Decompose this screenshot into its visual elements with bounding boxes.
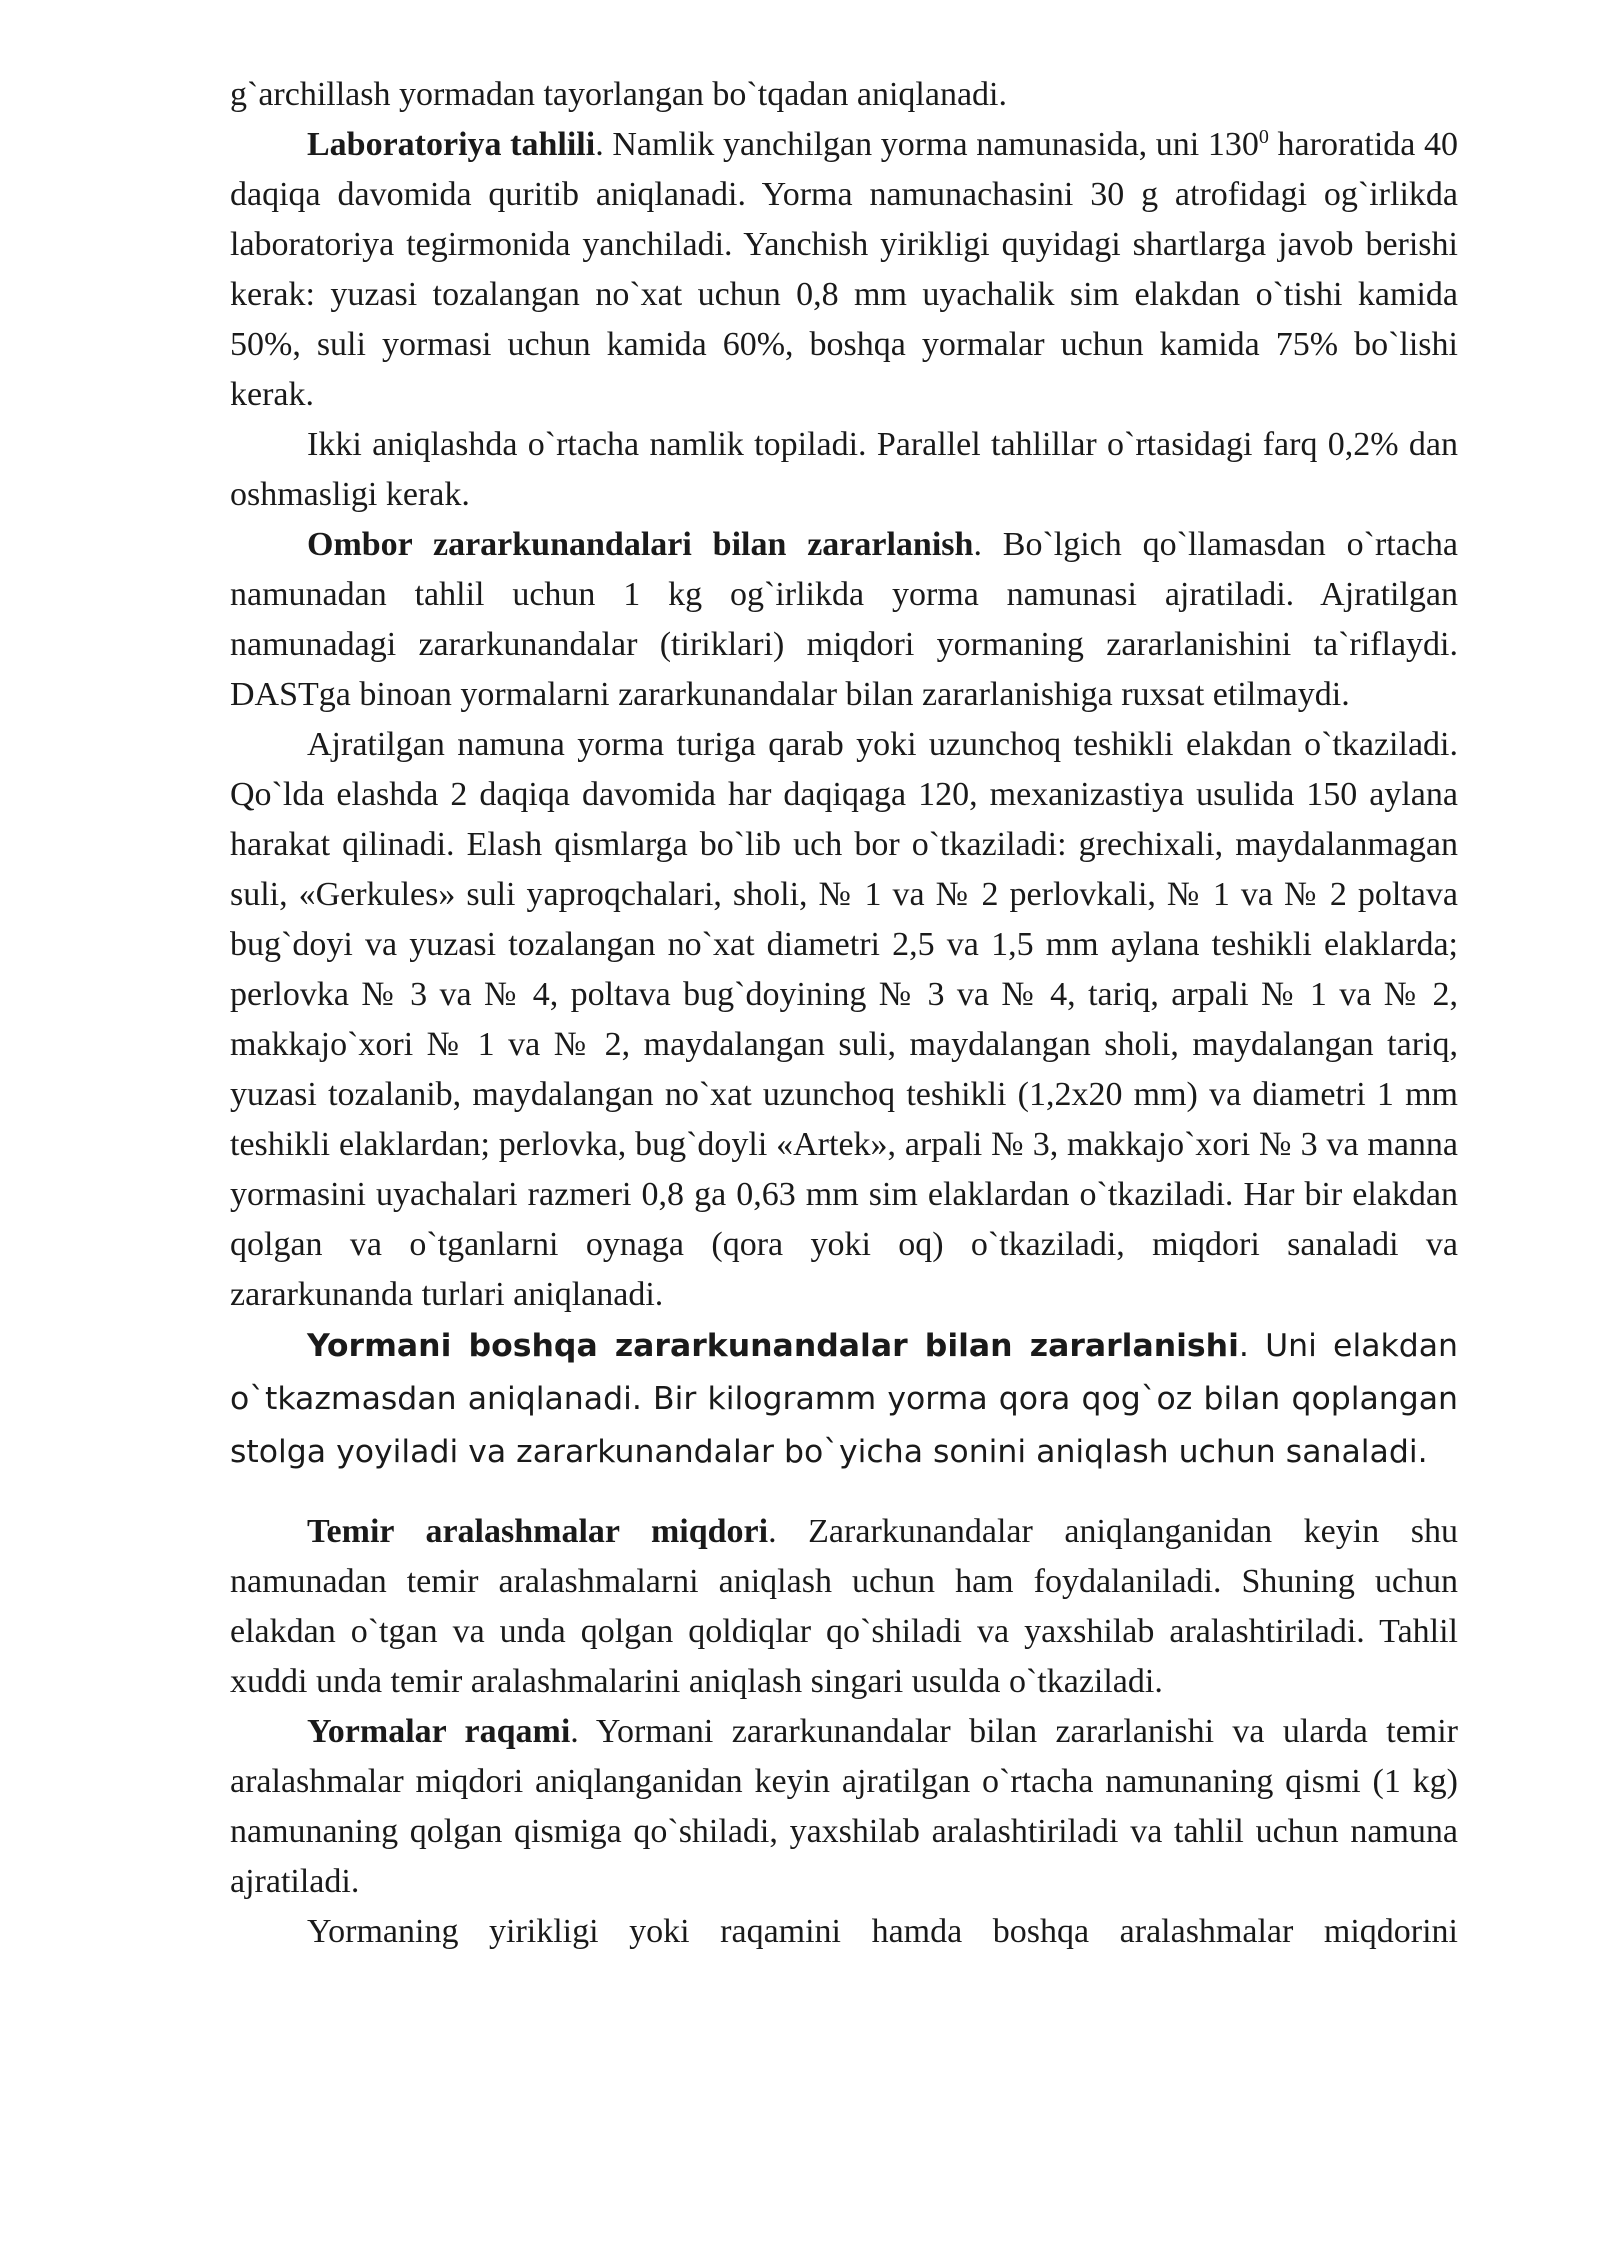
paragraph-final-line [230, 1907, 1458, 1957]
paragraph-storage-pests [230, 520, 1458, 720]
paragraph-text: . Yormani zararkunandalar bilan zararlanishi va ularda temir aralashmalar miqdori aniqlanganidan keyin ajratilgan o`rtacha namunaning qismi (1 kg) namunaning qolgan qismiga qo`shiladi, yaxshilab aralashtiriladi va tahlil uchun namuna ajratiladi. [230, 1713, 1458, 1900]
paragraph-other-pests [230, 1320, 1458, 1479]
paragraph-text: haroratida 40 daqiqa davomida quritib aniqlanadi. Yorma namunachasini 30 g atrofidagi og`irlikda laboratoriya tegirmonida yanchiladi. Yanchish yirikligi quyidagi shartlarga javob berishi kerak: yuzasi tozalangan no`xat uchun 0,8 mm uyachalik sim elakdan o`tishi kamida 50%, suli yormasi uchun kamida 60%, boshqa yormalar uchun kamida 75% bo`lishi kerak. [230, 126, 1458, 413]
paragraph-text: g`archillash yormadan tayorlangan bo`tqadan aniqlanadi. [230, 76, 1007, 113]
paragraph-text: . Namlik yanchilgan yorma namunasida, uni 130 [595, 126, 1259, 163]
paragraph-text: Ikki aniqlashda o`rtacha namlik topiladi. Parallel tahlillar o`rtasidagi farq 0,2% dan oshmasligi kerak. [230, 426, 1458, 513]
paragraph-text: . Zararkunandalar aniqlanganidan keyin shu namunadan temir aralashmalarni aniqlash uchun ham foydalaniladi. Shuning uchun elakdan o`tgan va unda qolgan qoldiqlar qo`shiladi va yaxshilab aralashtiriladi. Tahlil xuddi unda temir aralashmalarini aniqlash singari usulda o`tkaziladi. [230, 1513, 1458, 1700]
paragraph-heading: Ombor zararkunandalari bilan zararlanish [307, 526, 974, 563]
paragraph-heading: Yormani boshqa zararkunandalar bilan zararlanishi [307, 1328, 1239, 1364]
document-page [230, 70, 1458, 1957]
paragraph-heading: Yormalar raqami [307, 1713, 571, 1750]
paragraph-text: . Uni elakdan o`tkazmasdan aniqlanadi. Bir kilogramm yorma qora qog`oz bilan qoplangan stolga yoyiladi va zararkunandalar bo`yicha sonini aniqlash uchun sanaladi. [230, 1328, 1458, 1470]
degree-superscript: 0 [1258, 126, 1269, 148]
paragraph-groats-number [230, 1707, 1458, 1907]
paragraph-average-moisture [230, 420, 1458, 520]
paragraph-continuation [230, 70, 1458, 120]
paragraph-text: . Bo`lgich qo`llamasdan o`rtacha namunadan tahlil uchun 1 kg og`irlikda yorma namunasi ajratiladi. Ajratilgan namunadagi zararkunandalar (tiriklari) miqdori yormaning zararlanishini ta`riflaydi. DASTga binoan yormalarni zararkunandalar bilan zararlanishiga ruxsat etilmaydi. [230, 526, 1458, 713]
paragraph-heading: Laboratoriya tahlili [307, 126, 596, 163]
paragraph-text: Yormaning yirikligi yoki raqamini hamda boshqa aralashmalar miqdorini [307, 1913, 1458, 1950]
paragraph-heading: Temir aralashmalar miqdori [307, 1513, 769, 1550]
paragraph-laboratory-analysis [230, 120, 1458, 420]
paragraph-iron-impurities [230, 1507, 1458, 1707]
paragraph-sieving [230, 720, 1458, 1320]
paragraph-text: Ajratilgan namuna yorma turiga qarab yoki uzunchoq teshikli elakdan o`tkaziladi. Qo`lda elashda 2 daqiqa davomida har daqiqaga 120, mexanizastiya usulida 150 aylana harakat qilinadi. Elash qismlarga bo`lib uch bor o`tkaziladi: grechixali, maydalanmagan suli, «Gerkules» suli yaproqchalari, sholi, № 1 va № 2 perlovkali, № 1 va № 2 poltava bug`doyi va yuzasi tozalangan no`xat diametri 2,5 va 1,5 mm aylana teshikli elaklarda; perlovka № 3 va № 4, poltava bug`doyining № 3 va № 4, tariq, arpali № 1 va № 2, makkajo`xori № 1 va № 2, maydalangan suli, maydalangan sholi, maydalangan tariq, yuzasi tozalanib, maydalangan no`xat uzunchoq teshikli (1,2x20 mm) va diametri 1 mm teshikli elaklardan; perlovka, bug`doyli «Artek», arpali № 3, makkajo`xori № 3 va manna yormasini uyachalari razmeri 0,8 ga 0,63 mm sim elaklardan o`tkaziladi. Har bir elakdan qolgan va o`tganlarni oynaga (qora yoki oq) o`tkaziladi, miqdori sanaladi va zararkunanda turlari aniqlanadi. [230, 726, 1458, 1313]
